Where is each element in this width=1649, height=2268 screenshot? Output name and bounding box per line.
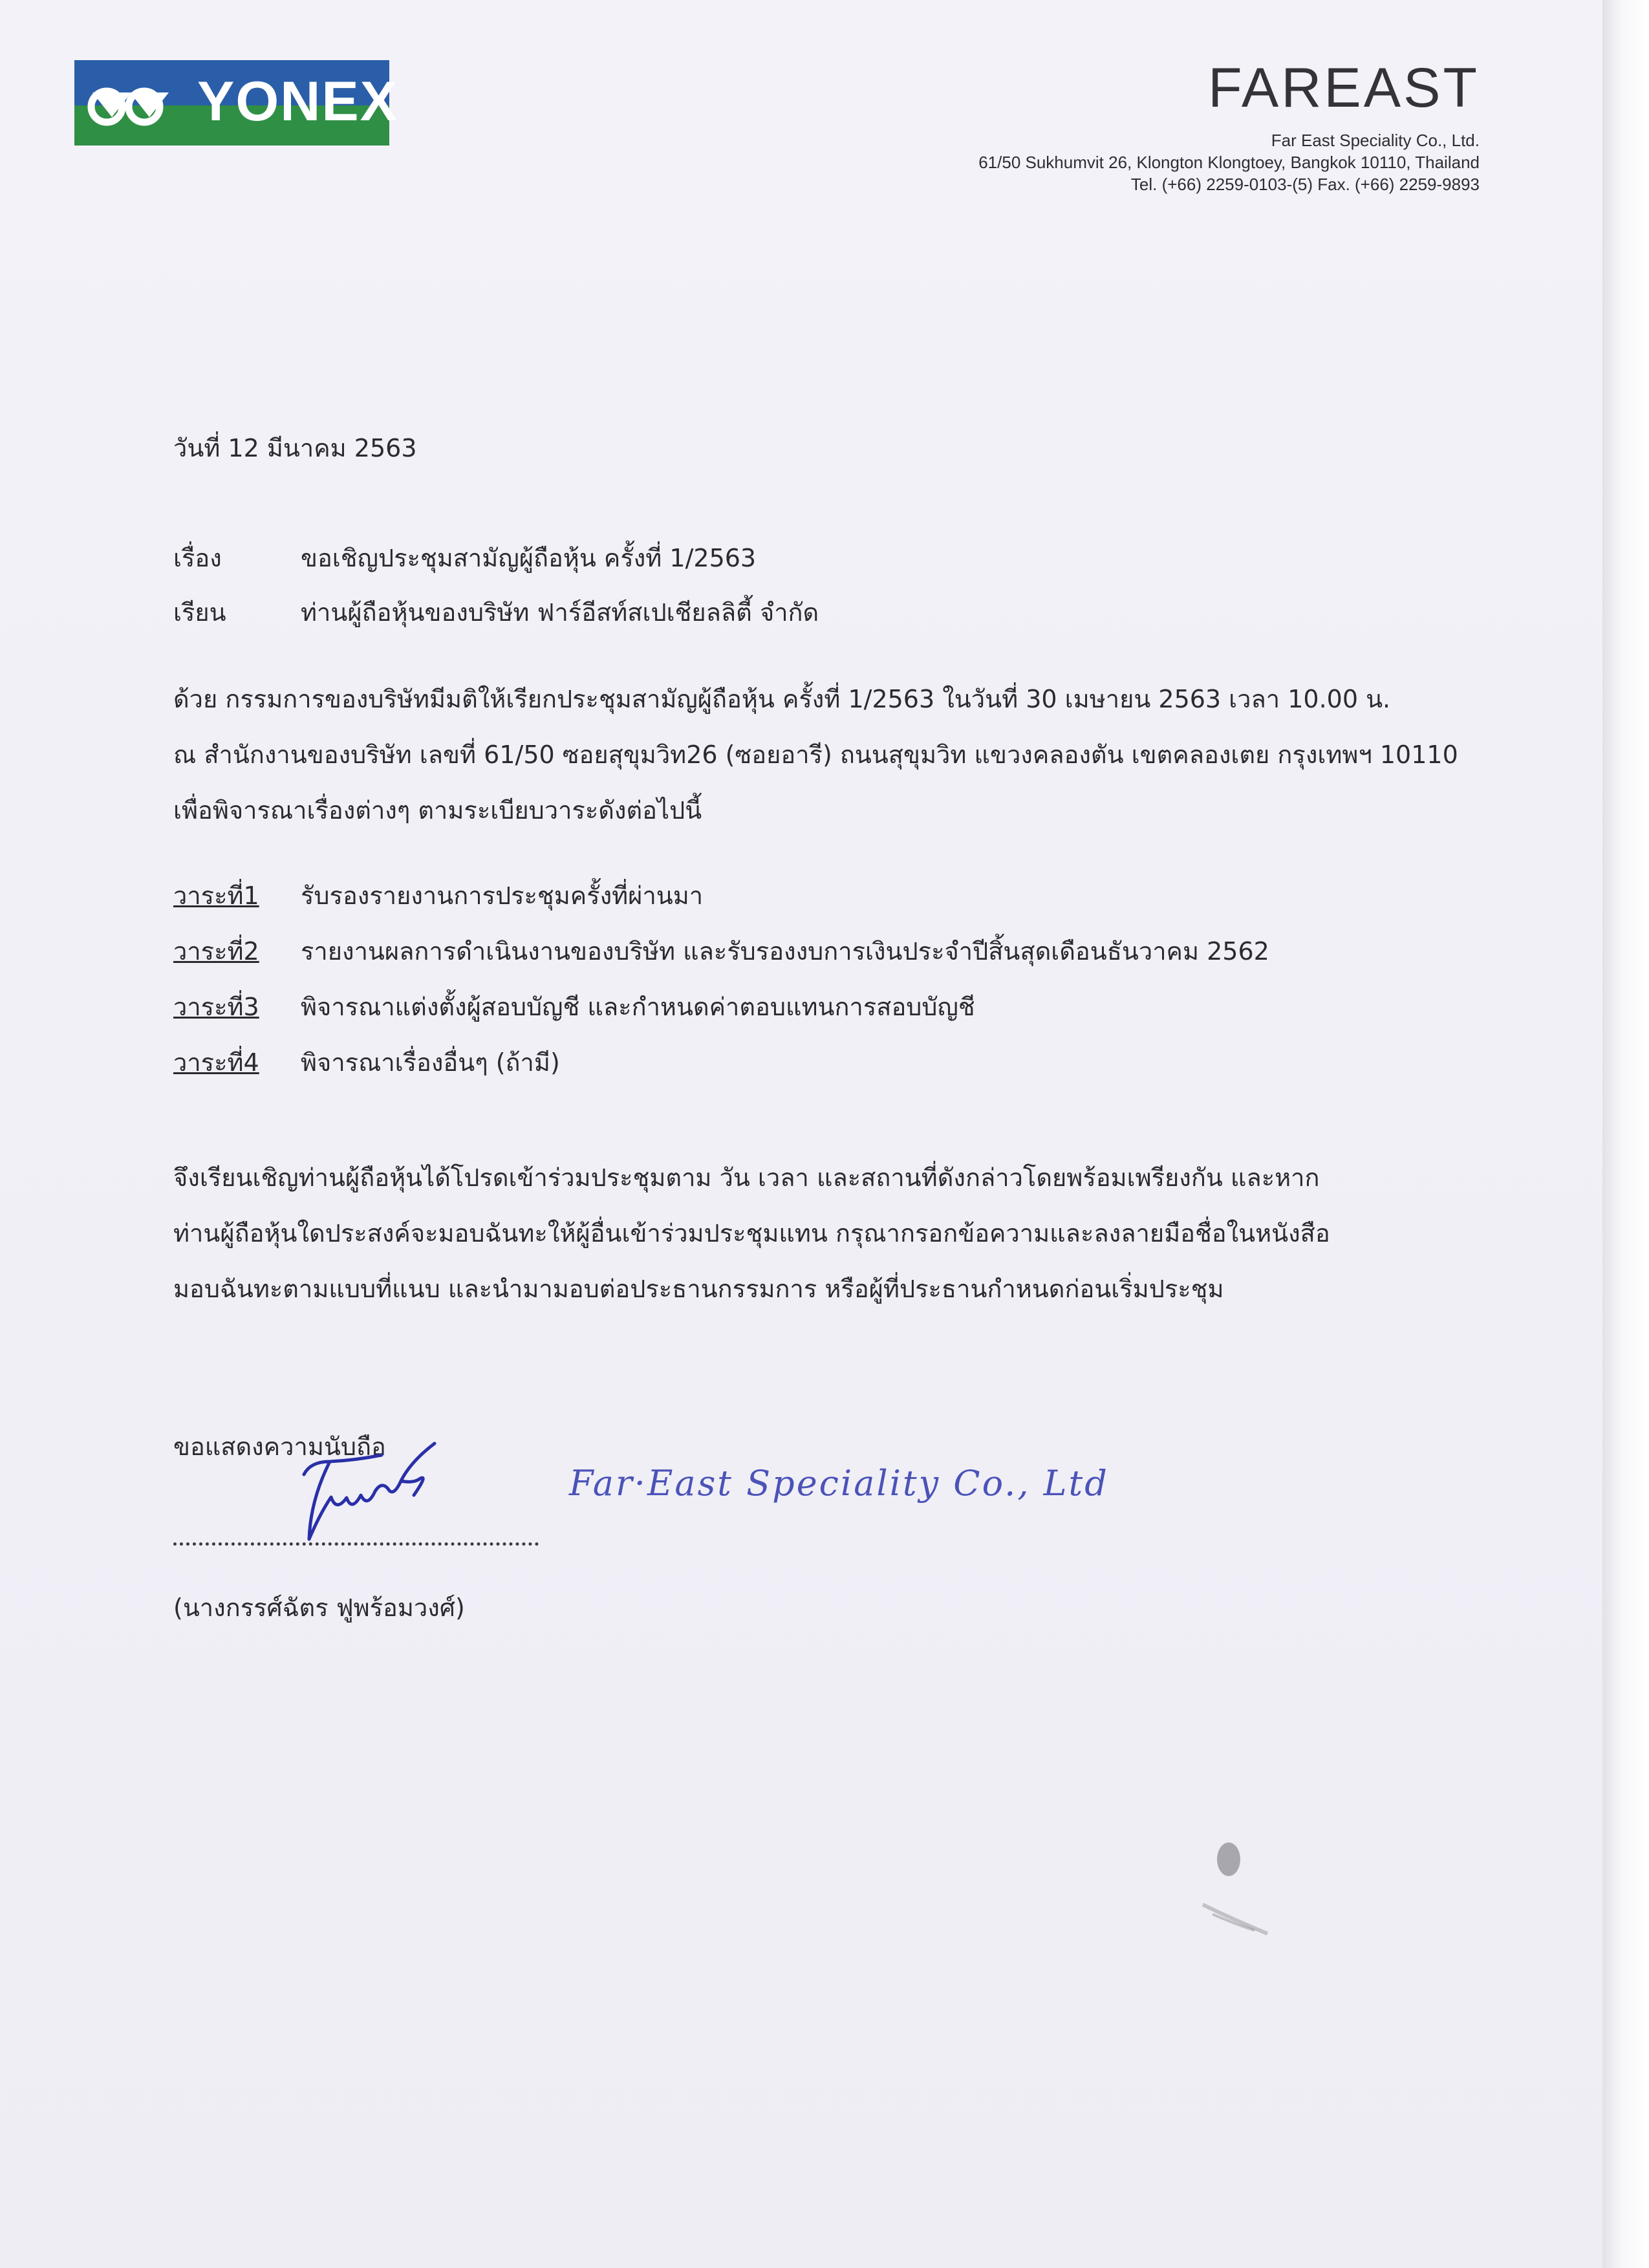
intro-line: ณ สำนักงานของบริษัท เลขที่ 61/50 ซอยสุขุมวิท26 (ซอยอารี) ถนนสุขุมวิท แขวงคลองตัน เขตคลองเตย กรุงเทพฯ 10110 — [173, 740, 1458, 769]
closing-line: ท่านผู้ถือหุ้นใดประสงค์จะมอบฉันทะให้ผู้อื่นเข้าร่วมประชุมแทน กรุณากรอกข้อความและลงลายมือชื่อในหนังสือ — [173, 1219, 1330, 1247]
scan-edge — [1602, 0, 1649, 2268]
closing-line: จึงเรียนเชิญท่านผู้ถือหุ้นได้โปรดเข้าร่วมประชุมตาม วัน เวลา และสถานที่ดังกล่าวโดยพร้อมเพรียงกัน และหาก — [173, 1163, 1320, 1192]
agenda-text: พิจารณาแต่งตั้งผู้สอบบัญชี และกำหนดค่าตอบแทนการสอบบัญชี — [301, 993, 975, 1021]
agenda-text: รับรองรายงานการประชุมครั้งที่ผ่านมา — [301, 881, 704, 910]
agenda-number: วาระที่1 — [173, 881, 259, 910]
to-label: เรียน — [173, 598, 226, 627]
address-line: 61/50 Sukhumvit 26, Klongton Klongtoey, Bangkok 10110, Thailand — [978, 153, 1480, 172]
date-line: วันที่ 12 มีนาคม 2563 — [173, 434, 417, 462]
signature-dotted-line — [173, 1542, 539, 1546]
company-stamp: Far·East Speciality Co., Ltd — [569, 1463, 1109, 1504]
intro-line: ด้วย กรรมการของบริษัทมีมติให้เรียกประชุมสามัญผู้ถือหุ้น ครั้งที่ 1/2563 ในวันที่ 30 เมษายน 2563 เวลา 10.00 น. — [173, 685, 1391, 713]
agenda-number: วาระที่3 — [173, 993, 259, 1021]
agenda-text: รายงานผลการดำเนินงานของบริษัท และรับรองงบการเงินประจำปีสิ้นสุดเดือนธันวาคม 2562 — [301, 937, 1269, 966]
agenda-number: วาระที่4 — [173, 1048, 259, 1077]
regards-text: ขอแสดงความนับถือ — [173, 1432, 386, 1461]
to-text: ท่านผู้ถือหุ้นของบริษัท ฟาร์อีสท์สเปเชียลลิตี้ จำกัด — [301, 598, 819, 627]
intro-line: เพื่อพิจารณาเรื่องต่างๆ ตามระเบียบวาระดังต่อไปนี้ — [173, 796, 702, 825]
to-row — [173, 592, 819, 632]
subject-text: ขอเชิญประชุมสามัญผู้ถือหุ้น ครั้งที่ 1/2563 — [301, 544, 757, 572]
scan-smudge — [1183, 1833, 1280, 1950]
agenda-number: วาระที่2 — [173, 937, 259, 966]
address-line: Tel. (+66) 2259-0103-(5) Fax. (+66) 2259-9893 — [1130, 175, 1480, 194]
subject-row — [173, 538, 756, 578]
agenda-item — [173, 931, 1269, 971]
handwritten-signature — [285, 1436, 440, 1552]
agenda-item — [173, 987, 975, 1026]
yonex-logo — [74, 60, 399, 146]
agenda-item — [173, 1042, 560, 1082]
closing-paragraph — [173, 1150, 1467, 1317]
agenda-text: พิจารณาเรื่องอื่นๆ (ถ้ามี) — [301, 1048, 560, 1077]
yonex-wordmark: YONEX — [197, 70, 399, 133]
intro-paragraph — [173, 671, 1467, 838]
agenda-item — [173, 876, 703, 915]
company-address — [978, 129, 1480, 195]
closing-line: มอบฉันทะตามแบบที่แนบ และนำมามอบต่อประธานกรรมการ หรือผู้ที่ประธานกำหนดก่อนเริ่มประชุม — [173, 1275, 1224, 1303]
signer-name: (นางกรรศ์ฉัตร ฟูพร้อมวงศ์) — [173, 1593, 465, 1622]
yonex-mark-icon — [74, 60, 197, 146]
address-line: Far East Speciality Co., Ltd. — [1271, 131, 1480, 150]
subject-label: เรื่อง — [173, 544, 222, 572]
fareast-wordmark: FAREAST — [1208, 57, 1480, 119]
